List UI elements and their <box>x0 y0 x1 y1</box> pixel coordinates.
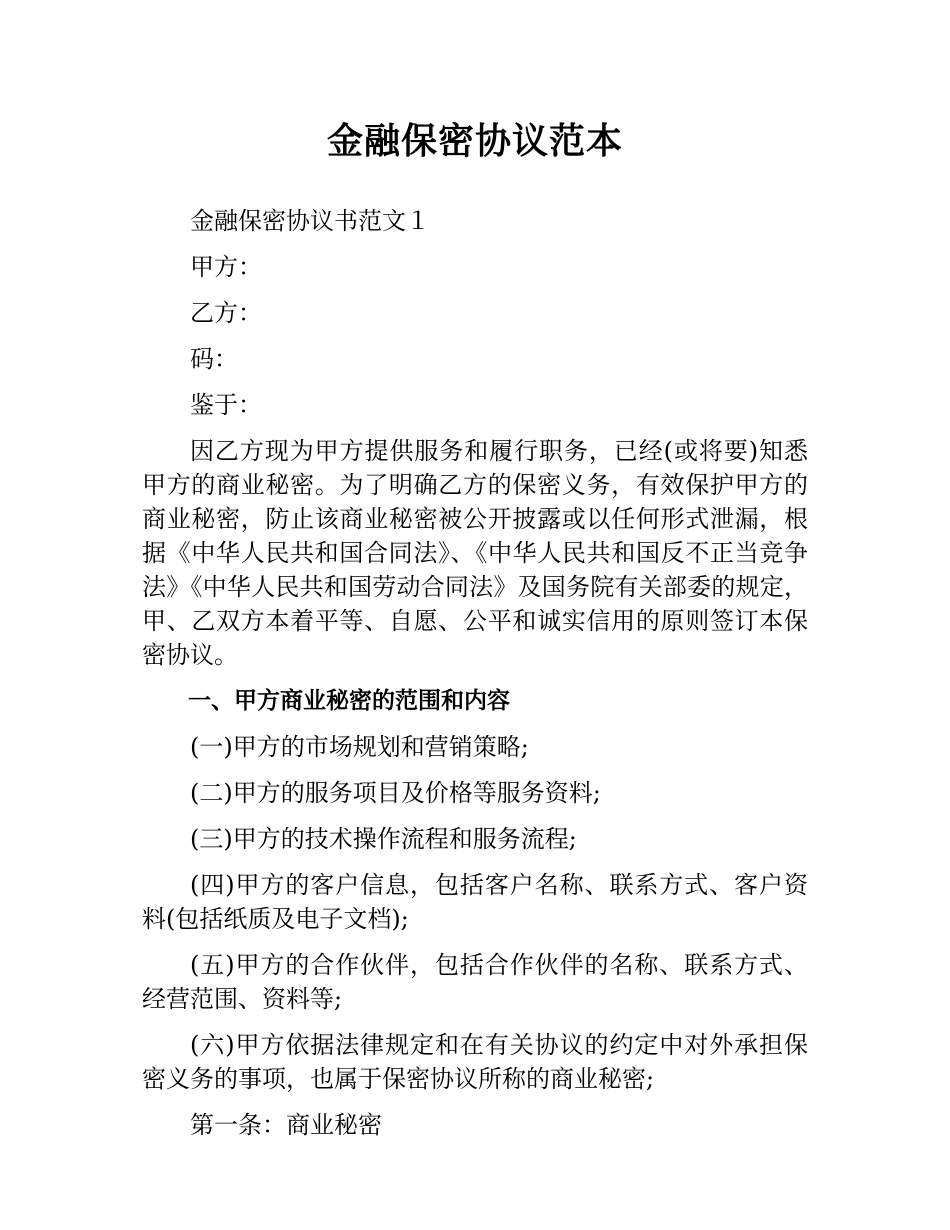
list-item: (五)甲方的合作伙伴，包括合作伙伴的名称、联系方式、经营范围、资料等; <box>142 951 808 1013</box>
list-item: (四)甲方的客户信息，包括客户名称、联系方式、客户资料(包括纸质及电子文档); <box>142 871 808 933</box>
list-item: (三)甲方的技术操作流程和服务流程; <box>190 825 577 853</box>
paragraph-code: 码： <box>190 345 238 373</box>
document-title: 金融保密协议范本 <box>326 121 623 162</box>
section-heading: 一、甲方商业秘密的范围和内容 <box>188 688 510 714</box>
paragraph-whereas: 鉴于： <box>190 391 262 419</box>
document-body <box>142 204 808 1154</box>
article-heading: 第一条：商业秘密 <box>190 1111 382 1139</box>
paragraph-party-b: 乙方： <box>190 299 262 327</box>
paragraph-party-a: 甲方： <box>190 253 262 281</box>
paragraph-subtitle: 金融保密协议书范文１ <box>190 207 430 235</box>
list-item: (六)甲方依据法律规定和在有关协议的约定中对外承担保密义务的事项，也属于保密协议所称的商业秘密; <box>142 1031 808 1093</box>
list-item: (一)甲方的市场规划和营销策略; <box>190 733 529 761</box>
paragraph-preamble: 因乙方现为甲方提供服务和履行职务，已经(或将要)知悉甲方的商业秘密。为了明确乙方的保密义务，有效保护甲方的商业秘密，防止该商业秘密被公开披露或以任何形式泄漏，根据《中华人民共和国合同法》、《中华人民共和国反不正当竞争法》《中华人民共和国劳动合同法》及国务院有关部委的规定，甲、乙双方本着平等、自愿、公平和诚实信用的原则签订本保密协议。 <box>142 437 808 669</box>
list-item: (二)甲方的服务项目及价格等服务资料; <box>190 779 601 807</box>
